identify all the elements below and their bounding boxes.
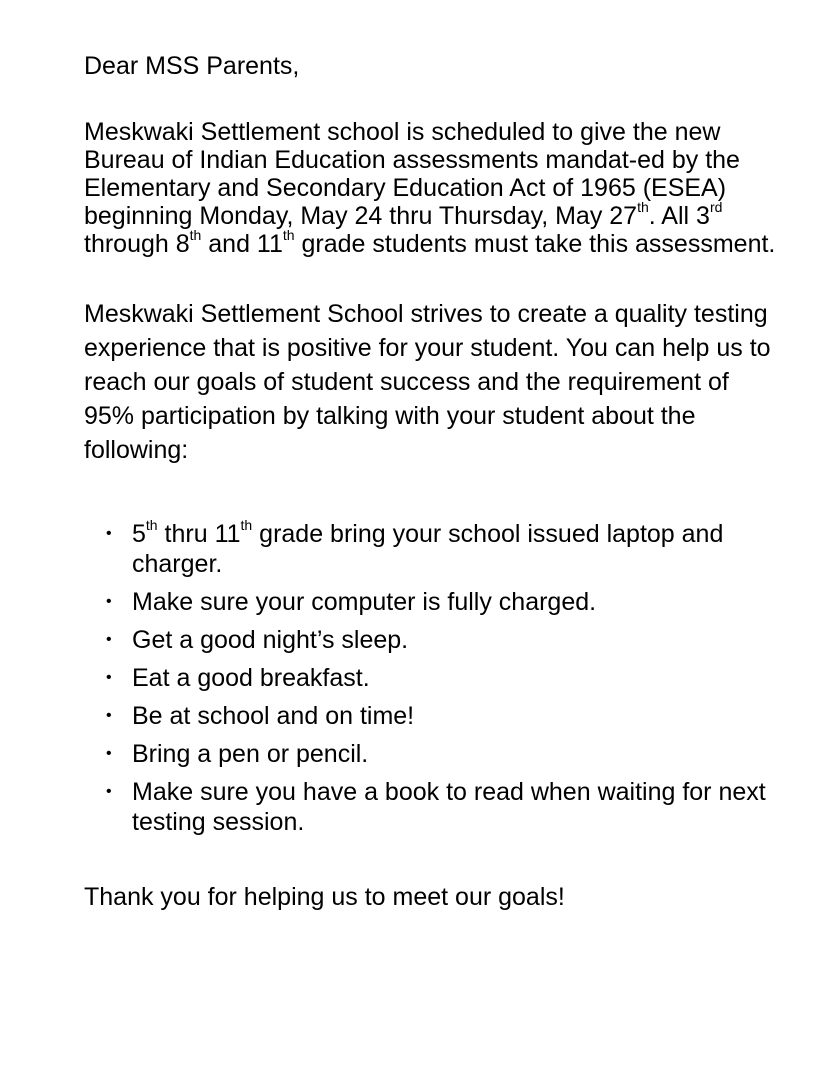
greeting: Dear MSS Parents,	[84, 52, 300, 80]
list-item	[84, 739, 784, 769]
para1-text-e: grade students must take this assessment.	[294, 230, 776, 258]
list-item	[84, 663, 784, 693]
letter	[84, 52, 784, 911]
student-checklist	[84, 516, 784, 837]
list-item	[84, 625, 784, 655]
item0-sup-a: th	[145, 516, 158, 533]
list-item-text: Bring a pen or pencil.	[132, 740, 369, 768]
para1-text-d: and 11	[201, 230, 283, 258]
bullet-icon: •	[106, 707, 112, 724]
bullet-icon: •	[106, 669, 112, 686]
item0-text-b: thru 11	[157, 520, 241, 548]
item0-text-c: grade bring your school issued laptop and charger.	[132, 520, 724, 578]
bullet-icon: •	[106, 745, 112, 762]
para1-sup-a: th	[637, 198, 649, 215]
item0-sup-b: th	[240, 516, 253, 533]
bullet-icon: •	[106, 783, 112, 800]
para1-text-a: Meskwaki Settlement school is scheduled to give the new Bureau of Indian Education assessments mandat-ed by the Elementary and Secondary Education Act of 1965 (ESEA) beginning Monday, May 24 thru Thursday, May 27	[84, 118, 740, 230]
assessment-schedule-paragraph	[84, 118, 784, 258]
list-item-text: Make sure you have a book to read when waiting for next testing session.	[132, 778, 766, 836]
list-item	[84, 516, 784, 579]
list-item-text: Get a good night’s sleep.	[132, 626, 409, 654]
bullet-icon: •	[106, 593, 112, 610]
para1-sup-d: th	[282, 226, 295, 243]
para1-text-b: . All 3	[648, 202, 710, 230]
list-item-text: Eat a good breakfast.	[132, 664, 370, 692]
para1-sup-b: rd	[709, 198, 723, 215]
bullet-icon: •	[106, 631, 112, 648]
list-item	[84, 587, 784, 617]
para1-sup-c: th	[189, 226, 202, 243]
list-item-text: Be at school and on time!	[132, 702, 415, 730]
list-item-text: Make sure your computer is fully charged.	[132, 588, 597, 616]
item0-text-a: 5	[132, 520, 146, 548]
para1-text-c: through 8	[84, 230, 190, 258]
bullet-icon: •	[106, 525, 112, 542]
list-item	[84, 701, 784, 731]
testing-experience-paragraph: Meskwaki Settlement School strives to create a quality testing experience that is positive for your student. You can help us to reach our goals of student success and the requirement of 95% participation by talking with your student about the following:	[84, 300, 771, 464]
closing-line: Thank you for helping us to meet our goals!	[84, 883, 565, 911]
list-item	[84, 777, 784, 837]
